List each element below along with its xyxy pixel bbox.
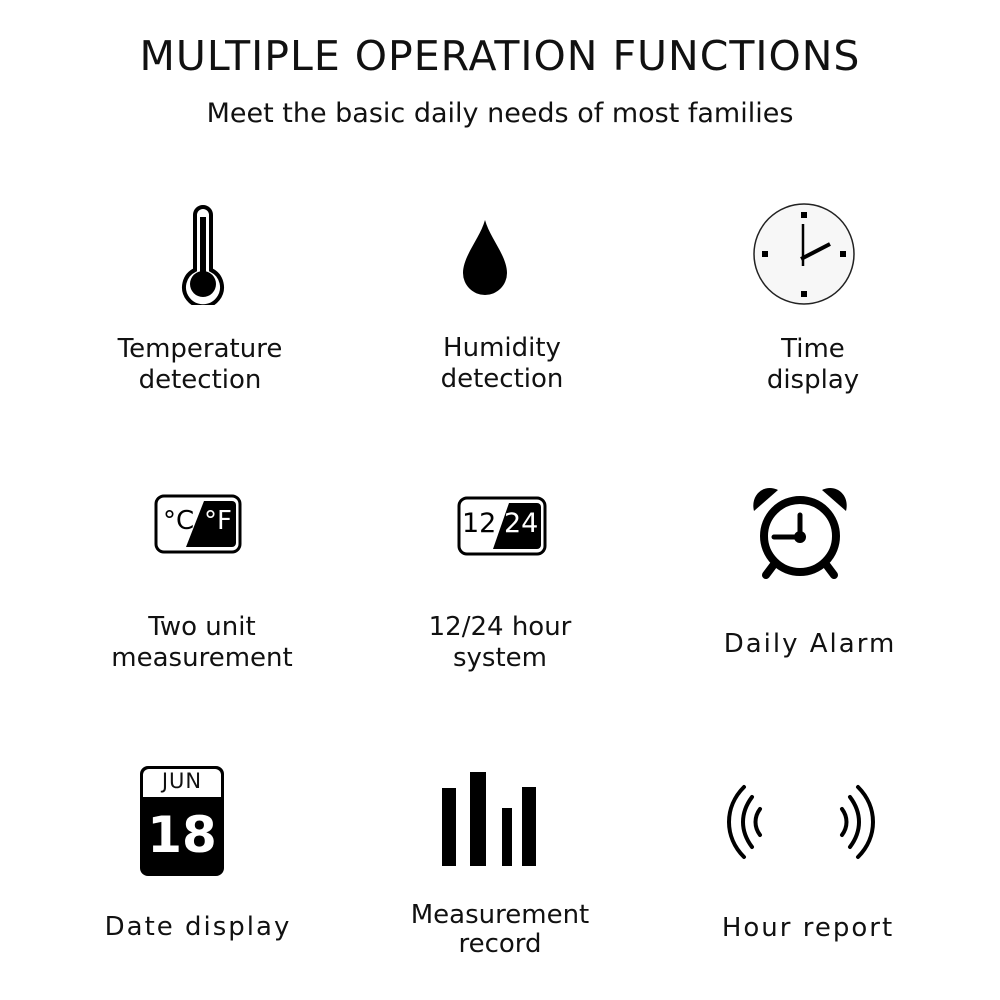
- feature-temperature-detection: [50, 334, 350, 396]
- fahrenheit-label: °F: [204, 506, 232, 536]
- feature-date-display: [48, 912, 348, 943]
- feature-daily-alarm: [660, 629, 960, 660]
- alarm-clock-icon: [750, 485, 850, 581]
- 12-24-hour-icon: [457, 496, 547, 556]
- thermometer-icon: [175, 205, 231, 305]
- feature-hour-report: [658, 913, 958, 944]
- celsius-label: °C: [163, 506, 195, 536]
- bar: [502, 808, 512, 866]
- feature-humidity-detection: [352, 333, 652, 395]
- bar: [442, 788, 456, 866]
- feature-label-line: measurement: [111, 643, 293, 673]
- feature-label-line: Hour report: [721, 913, 895, 943]
- bar-chart-icon: [440, 770, 538, 868]
- feature-label-line: detection: [138, 365, 262, 395]
- feature-label-line: detection: [440, 364, 564, 394]
- 12-hour-label: 12: [462, 508, 497, 539]
- feature-12-24-hour-system: [350, 612, 650, 674]
- calendar-day: 18: [147, 806, 217, 864]
- feature-label-line: display: [766, 365, 860, 395]
- bar: [522, 787, 536, 866]
- page-subtitle: Meet the basic daily needs of most families: [206, 98, 794, 129]
- water-drop-icon: [460, 218, 510, 298]
- celsius-fahrenheit-icon: [154, 494, 242, 554]
- feature-label-line: Time: [781, 334, 845, 364]
- page-title: MULTIPLE OPERATION FUNCTIONS: [139, 32, 861, 80]
- feature-time-display: [663, 334, 963, 396]
- calendar-icon: [140, 766, 224, 876]
- feature-label-line: Date display: [104, 912, 292, 942]
- feature-label-line: record: [458, 929, 542, 959]
- feature-two-unit-measurement: [52, 612, 352, 674]
- calendar-month: JUN: [161, 769, 203, 793]
- feature-label-line: Daily Alarm: [723, 629, 897, 659]
- feature-label-line: Humidity: [443, 333, 561, 363]
- feature-label-line: Temperature: [117, 334, 283, 364]
- feature-label-line: system: [453, 643, 547, 673]
- feature-label-line: 12/24 hour: [428, 612, 572, 642]
- clock-icon: [752, 203, 856, 305]
- bar: [470, 772, 486, 866]
- 24-hour-label: 24: [504, 508, 539, 539]
- feature-label-line: Two unit: [148, 612, 256, 642]
- sound-waves-icon: [722, 783, 880, 861]
- feature-label-line: Measurement: [410, 900, 590, 930]
- feature-measurement-record: [350, 901, 650, 959]
